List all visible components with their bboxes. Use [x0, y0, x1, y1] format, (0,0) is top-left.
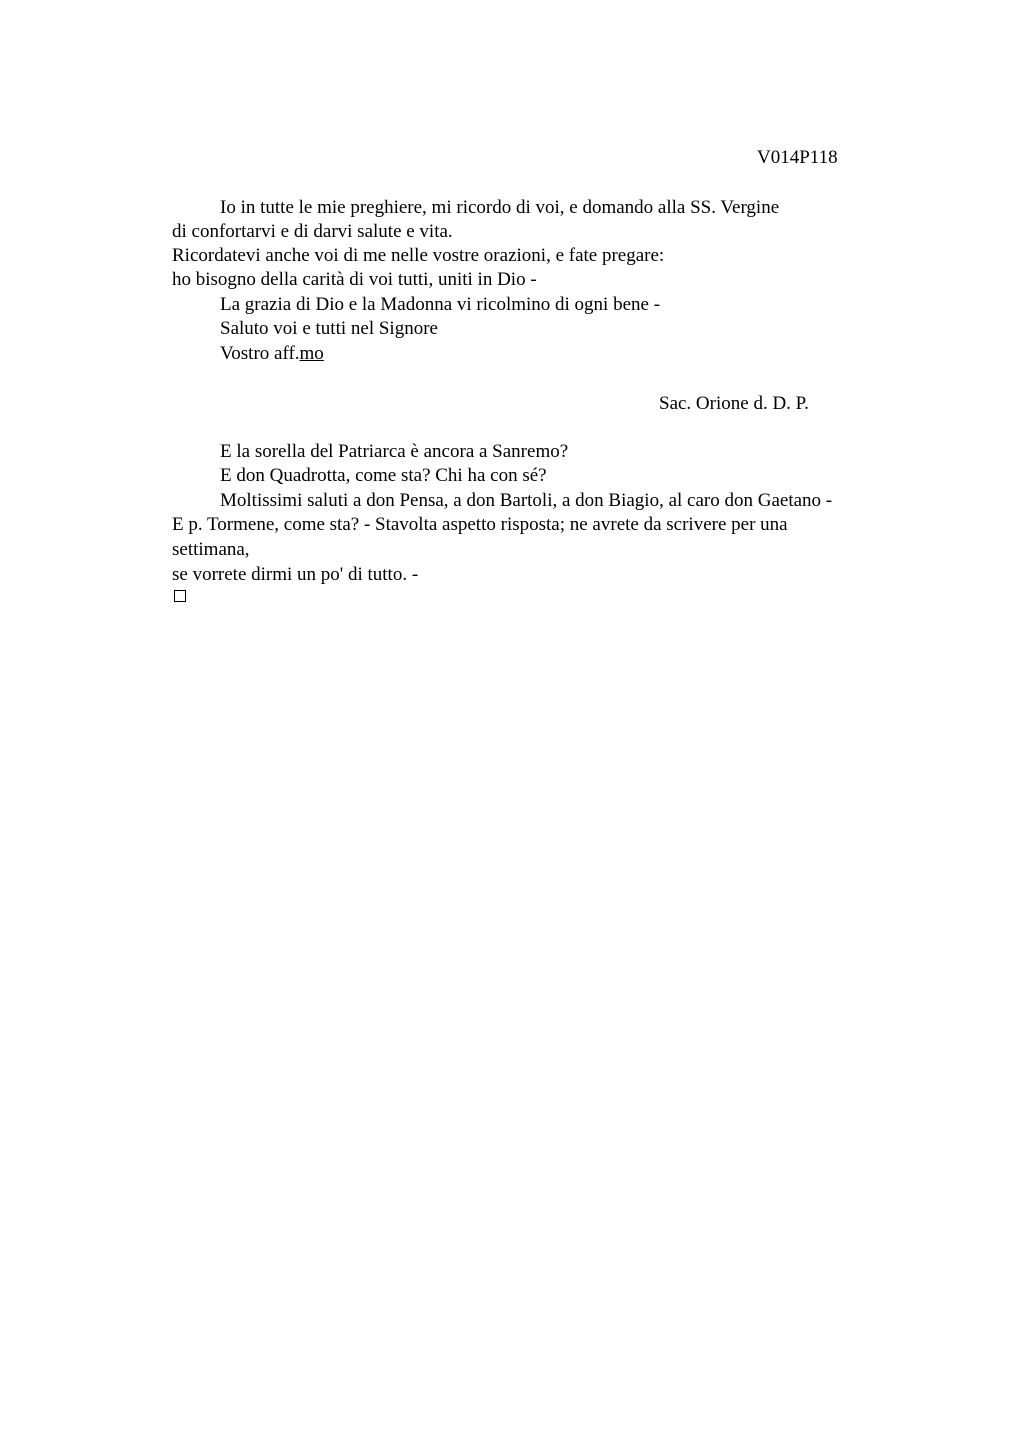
closing-valediction: Vostro aff. [220, 343, 300, 364]
closing-superscript-abbrev: mo [299, 343, 324, 364]
paragraph-1-line-3: Ricordatevi anche voi di me nelle vostre orazioni, e fate pregare: [172, 245, 665, 266]
postscript-line-4: E p. Tormene, come sta? - Stavolta aspetto risposta; ne avrete da scrivere per una [172, 514, 788, 535]
paragraph-1-line-1: Io in tutte le mie preghiere, mi ricordo di voi, e domando alla SS. Vergine [220, 197, 780, 218]
paragraph-1-line-2: di confortarvi e di darvi salute e vita. [172, 221, 453, 242]
closing-line-3 [220, 342, 324, 366]
closing-line-2: Saluto voi e tutti nel Signore [220, 318, 438, 339]
postscript-line-5: settimana, [172, 539, 250, 560]
closing-line-1: La grazia di Dio e la Madonna vi ricolmino di ogni bene - [220, 294, 661, 315]
postscript-line-6: se vorrete dirmi un po' di tutto. - [172, 564, 419, 585]
empty-checkbox-glyph [174, 590, 186, 602]
postscript-line-2: E don Quadrotta, come sta? Chi ha con sé? [220, 465, 547, 486]
signature: Sac. Orione d. D. P. [659, 393, 809, 414]
page-identifier: V014P118 [757, 147, 838, 168]
postscript-line-3: Moltissimi saluti a don Pensa, a don Bartoli, a don Biagio, al caro don Gaetano - [220, 490, 833, 511]
paragraph-1-line-4: ho bisogno della carità di voi tutti, uniti in Dio - [172, 269, 537, 290]
postscript-line-1: E la sorella del Patriarca è ancora a Sanremo? [220, 441, 569, 462]
